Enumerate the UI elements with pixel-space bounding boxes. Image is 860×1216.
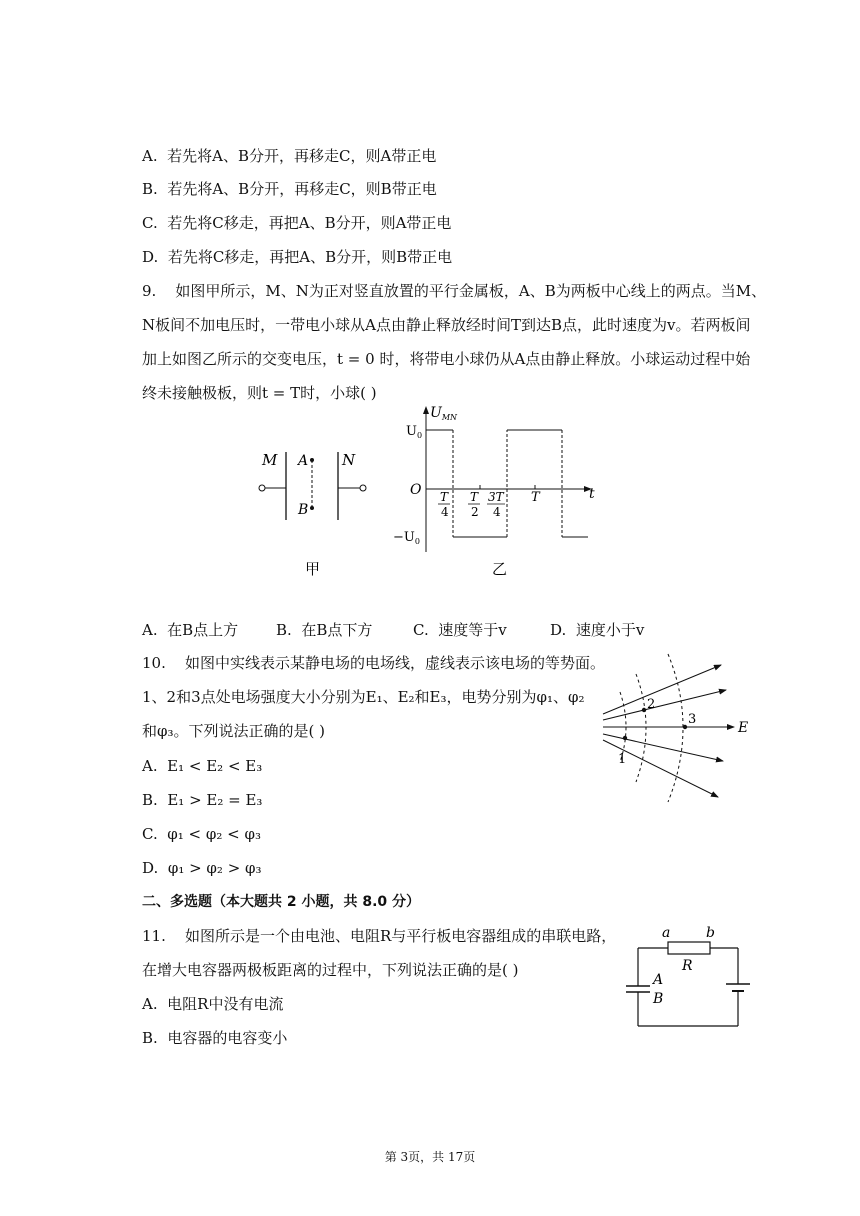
option-letter: D. bbox=[142, 248, 159, 266]
label-n: N bbox=[342, 451, 356, 469]
question-text: 如图甲所示，M、N为正对竖直放置的平行金属板，A、B为两板中心线上的两点。当M、 bbox=[175, 282, 767, 300]
option-letter: B. bbox=[276, 621, 292, 639]
origin-label: O bbox=[410, 482, 422, 498]
tick-t2-num: T bbox=[470, 490, 479, 504]
label-a: A bbox=[298, 453, 309, 469]
option-letter: A. bbox=[142, 147, 158, 165]
q11-line-2: 在增大电容器两极板距离的过程中，下列说法正确的是( ) bbox=[142, 961, 519, 979]
label-a: a bbox=[662, 925, 671, 941]
option-letter: B. bbox=[142, 180, 158, 198]
option-letter: C. bbox=[142, 214, 158, 232]
option-text: 速度小于v bbox=[575, 621, 645, 639]
q10-line-1 bbox=[142, 653, 605, 673]
option-text: 若先将C移走，再把A、B分开，则A带正电 bbox=[167, 214, 452, 232]
question-number: 10. bbox=[142, 654, 166, 672]
label-b: B bbox=[298, 502, 309, 518]
option-letter: A. bbox=[142, 621, 158, 639]
field-lines-figure bbox=[598, 650, 758, 810]
prev-option-b bbox=[142, 179, 437, 199]
svg-text:U0 bbox=[406, 424, 422, 440]
option-text: E₁ > E₂ = E₃ bbox=[167, 791, 263, 809]
figure-yi bbox=[390, 400, 610, 590]
option-letter: A. bbox=[142, 995, 158, 1013]
option-letter: C. bbox=[413, 621, 429, 639]
option-text: 电阻R中没有电流 bbox=[167, 995, 284, 1013]
option-text: 电容器的电容变小 bbox=[167, 1029, 288, 1047]
axis-u-label: U bbox=[430, 405, 442, 421]
section-title: 二、多选题（本大题共 2 小题，共 8.0 分） bbox=[142, 894, 421, 910]
figure-jia bbox=[250, 440, 380, 590]
question-text: 如图中实线表示某静电场的电场线，虚线表示该电场的等势面。 bbox=[184, 654, 605, 672]
label-r: R bbox=[682, 958, 693, 974]
q10-line-3: 和φ₃。下列说法正确的是( ) bbox=[142, 722, 325, 740]
axis-t-label: t bbox=[589, 486, 595, 502]
option-text: 若先将C移走，再把A、B分开，则B带正电 bbox=[167, 248, 453, 266]
option-letter: C. bbox=[142, 825, 158, 843]
circuit-figure bbox=[620, 920, 750, 1035]
q11-option-a bbox=[142, 994, 283, 1014]
field-e-label: E bbox=[738, 720, 749, 736]
label-b: b bbox=[706, 925, 715, 941]
option-text: 若先将A、B分开，再移走C，则A带正电 bbox=[167, 147, 437, 165]
tick-3t4-den: 4 bbox=[493, 505, 501, 519]
caption-jia: 甲 bbox=[305, 560, 321, 578]
caption-yi: 乙 bbox=[492, 560, 508, 578]
q9-line-2: N板间不加电压时，一带电小球从A点由静止释放经时间T到达B点，此时速度为v。若两板间 bbox=[142, 316, 751, 334]
question-number: 9. bbox=[142, 282, 157, 300]
u0-label: U bbox=[406, 424, 417, 439]
tick-t4-den: 4 bbox=[441, 505, 449, 519]
option-text: φ₁ > φ₂ > φ₃ bbox=[167, 859, 262, 877]
point-2-label: 2 bbox=[647, 697, 656, 712]
option-text: E₁ < E₂ < E₃ bbox=[167, 757, 263, 775]
page-footer: 第 3页，共 17页 bbox=[384, 1150, 476, 1164]
axis-u-sub: MN bbox=[441, 413, 458, 422]
label-plate-b: B bbox=[653, 991, 664, 1007]
point-3-label: 3 bbox=[688, 712, 697, 727]
q10-option-b bbox=[142, 790, 262, 810]
u0-sub: 0 bbox=[416, 431, 423, 440]
option-text: 若先将A、B分开，再移走C，则B带正电 bbox=[167, 180, 437, 198]
tick-t2-den: 2 bbox=[471, 505, 479, 519]
option-text: 在B点上方 bbox=[167, 621, 239, 639]
prev-option-c bbox=[142, 213, 451, 233]
q11-option-b bbox=[142, 1028, 287, 1048]
option-text: 在B点下方 bbox=[301, 621, 373, 639]
prev-option-a bbox=[142, 146, 436, 166]
option-letter: D. bbox=[550, 621, 567, 639]
q10-option-c bbox=[142, 824, 261, 844]
svg-text:−U0 bbox=[393, 530, 420, 546]
option-text: φ₁ < φ₂ < φ₃ bbox=[167, 825, 262, 843]
label-plate-a: A bbox=[653, 972, 664, 988]
neg-u0-label: −U bbox=[393, 530, 415, 545]
q9-line-4: 终未接触极板，则t = T时，小球( ) bbox=[142, 384, 377, 402]
q9-line-1 bbox=[142, 281, 766, 301]
q9-option-b bbox=[276, 620, 372, 640]
q9-option-c bbox=[413, 620, 507, 640]
q9-line-3: 加上如图乙所示的交变电压，t = 0 时，将带电小球仍从A点由静止释放。小球运动过程中始 bbox=[142, 350, 751, 368]
svg-text:UMN bbox=[430, 405, 458, 422]
option-letter: B. bbox=[142, 1029, 158, 1047]
option-letter: D. bbox=[142, 859, 159, 877]
prev-option-d bbox=[142, 247, 452, 267]
label-m: M bbox=[262, 451, 278, 469]
question-number: 11. bbox=[142, 927, 166, 945]
tick-t4-num: T bbox=[440, 490, 449, 504]
q10-line-2: 1、2和3点处电场强度大小分别为E₁、E₂和E₃，电势分别为φ₁、φ₂ bbox=[142, 688, 585, 706]
q9-option-a bbox=[142, 620, 238, 640]
question-text: 如图所示是一个由电池、电阻R与平行板电容器组成的串联电路， bbox=[184, 927, 617, 945]
q9-option-d bbox=[550, 620, 644, 640]
tick-t: T bbox=[531, 490, 540, 505]
option-letter: B. bbox=[142, 791, 158, 809]
neg-u0-sub: 0 bbox=[414, 537, 420, 546]
option-letter: A. bbox=[142, 757, 158, 775]
q10-option-a bbox=[142, 756, 262, 776]
q11-line-1 bbox=[142, 926, 616, 946]
point-1-label: 1 bbox=[618, 752, 627, 767]
option-text: 速度等于v bbox=[438, 621, 507, 639]
q10-option-d bbox=[142, 858, 262, 878]
tick-3t4-num: 3T bbox=[488, 490, 504, 504]
